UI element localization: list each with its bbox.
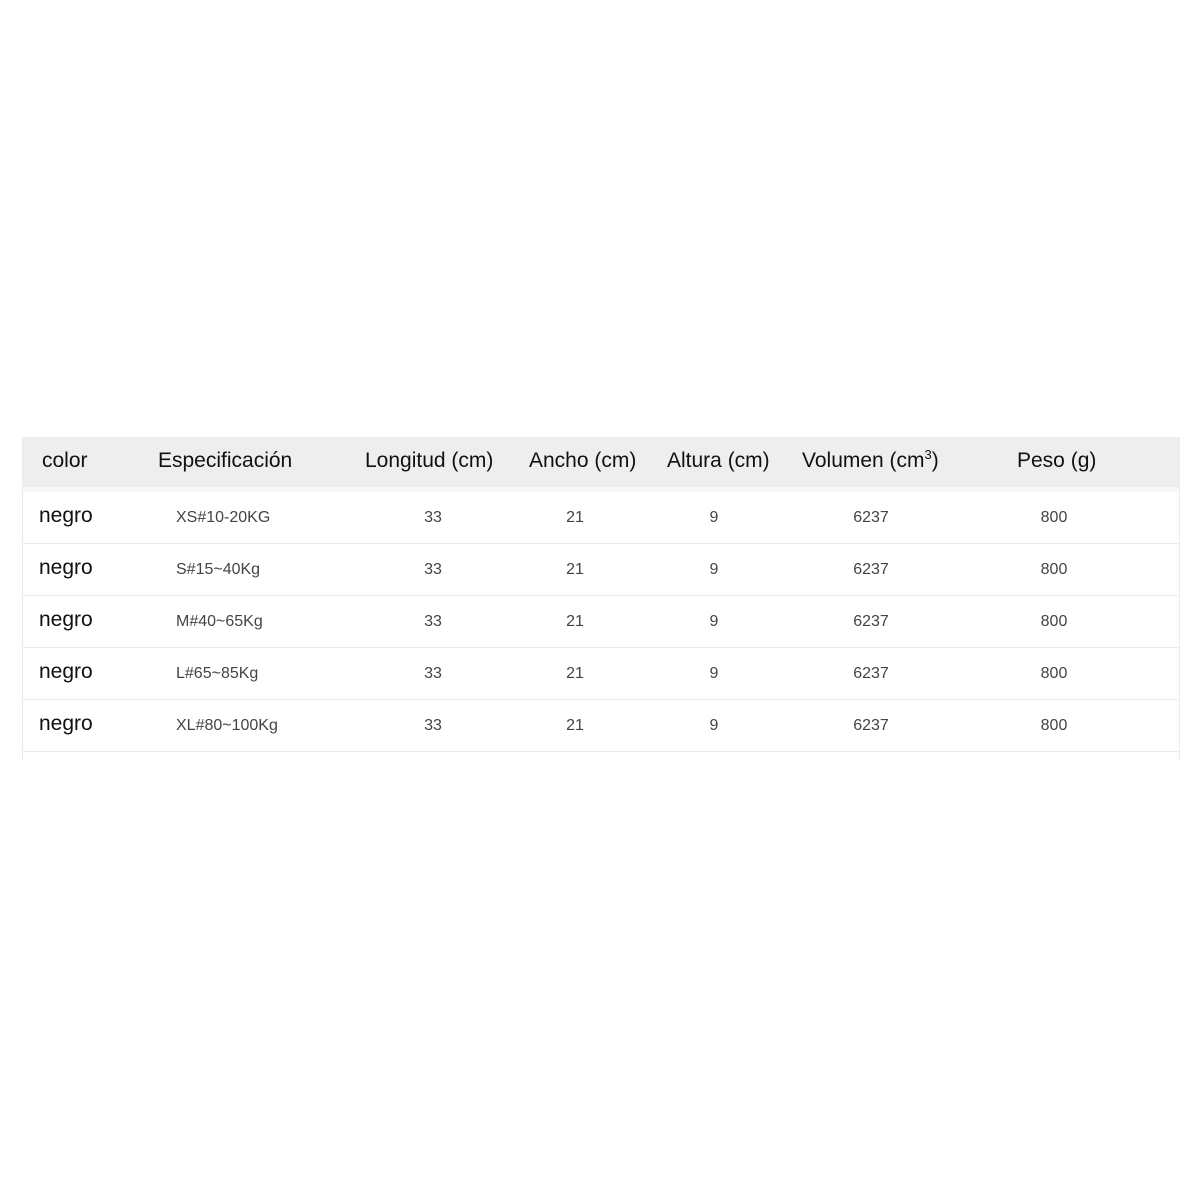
cell-volume: 6237: [853, 717, 889, 734]
cell-height: 9: [709, 665, 719, 682]
cell-length: 33: [424, 509, 442, 526]
cell-length: 33: [424, 613, 442, 630]
cell-spec: S#15~40Kg: [176, 561, 261, 578]
header-volume-superscript: 3: [924, 447, 932, 462]
cell-weight: 800: [1040, 561, 1068, 578]
cell-height: 9: [709, 561, 719, 578]
cell-width: 21: [566, 665, 584, 682]
cell-height: 9: [709, 717, 719, 734]
header-height: Altura (cm): [667, 449, 770, 472]
cell-volume: 6237: [853, 509, 889, 526]
header-width: Ancho (cm): [529, 449, 637, 472]
header-volume-close: ): [931, 449, 939, 472]
table-row: [23, 596, 1179, 648]
table-row: [23, 492, 1179, 544]
cell-weight: 800: [1040, 665, 1068, 682]
cell-weight: 800: [1040, 509, 1068, 526]
header-color: color: [42, 449, 88, 472]
cell-length: 33: [424, 717, 442, 734]
cell-color: negro: [39, 712, 93, 735]
header-volume-text: Volumen (cm: [802, 449, 925, 472]
table-row: [23, 544, 1179, 596]
spec-table: [22, 437, 1180, 761]
cell-color: negro: [39, 504, 93, 527]
cell-spec: L#65~85Kg: [176, 665, 259, 682]
cell-height: 9: [709, 509, 719, 526]
cell-spec: XL#80~100Kg: [176, 717, 278, 734]
header-volume: [802, 437, 939, 487]
cell-volume: 6237: [853, 561, 889, 578]
cell-width: 21: [566, 509, 584, 526]
cell-width: 21: [566, 717, 584, 734]
cell-weight: 800: [1040, 717, 1068, 734]
cell-spec: XS#10-20KG: [176, 509, 271, 526]
cell-width: 21: [566, 613, 584, 630]
cell-color: negro: [39, 556, 93, 579]
cell-width: 21: [566, 561, 584, 578]
cell-spec: M#40~65Kg: [176, 613, 263, 630]
header-weight: Peso (g): [1017, 449, 1097, 472]
cell-weight: 800: [1040, 613, 1068, 630]
cell-color: negro: [39, 660, 93, 683]
header-spec: Especificación: [158, 449, 293, 472]
cell-length: 33: [424, 561, 442, 578]
header-length: Longitud (cm): [365, 449, 494, 472]
table-row: [23, 648, 1179, 700]
table-header: [23, 437, 1179, 487]
cell-volume: 6237: [853, 613, 889, 630]
cell-volume: 6237: [853, 665, 889, 682]
cell-color: negro: [39, 608, 93, 631]
cell-height: 9: [709, 613, 719, 630]
table-row: [23, 700, 1179, 752]
cell-length: 33: [424, 665, 442, 682]
